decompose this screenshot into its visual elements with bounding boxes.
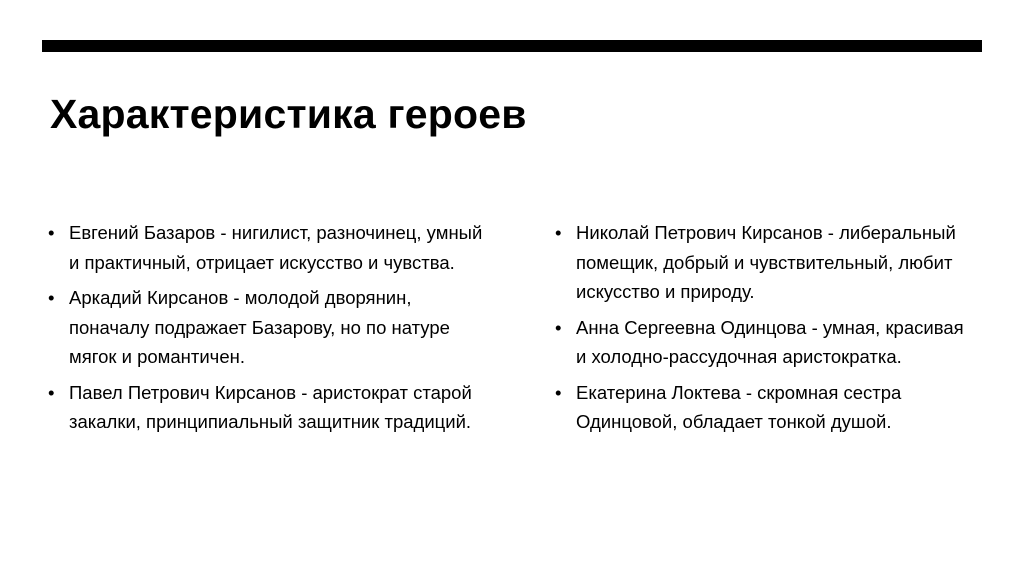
slide-title: Характеристика героев: [50, 91, 527, 137]
list-item-text: Екатерина Локтева - скромная сестра Одинцовой, обладает тонкой душой.: [576, 381, 902, 432]
list-item: [48, 378, 488, 437]
list-item-text: Николай Петрович Кирсанов - либеральный помещик, добрый и чувствительный, любит искусство и природу.: [576, 222, 956, 302]
bullet-icon: •: [555, 381, 562, 403]
bullet-icon: •: [48, 222, 55, 243]
list-item-text: Аркадий Кирсанов - молодой дворянин, поначалу подражает Базарову, но по натуре мягок и романтичен.: [69, 287, 450, 367]
list-item-text: Евгений Базаров - нигилист, разночинец, умный и практичный, отрицает искусство и чувства.: [69, 222, 483, 273]
list-item-text: Анна Сергеевна Одинцова - умная, красивая и холодно-рассудочная аристократка.: [576, 316, 964, 367]
top-rule-bar: [42, 40, 982, 52]
list-item: [555, 218, 975, 307]
list-item: [48, 283, 488, 372]
bullet-icon: •: [48, 287, 55, 308]
list-item: [555, 313, 975, 372]
list-item: [555, 378, 975, 437]
bullet-icon: •: [48, 381, 55, 403]
bullet-icon: •: [555, 222, 562, 243]
list-item: [48, 218, 488, 277]
left-bullet-list: [48, 218, 488, 443]
bullet-icon: •: [555, 316, 562, 338]
right-bullet-list: [555, 218, 975, 443]
list-item-text: Павел Петрович Кирсанов - аристократ старой закалки, принципиальный защитник традиций.: [69, 381, 472, 432]
